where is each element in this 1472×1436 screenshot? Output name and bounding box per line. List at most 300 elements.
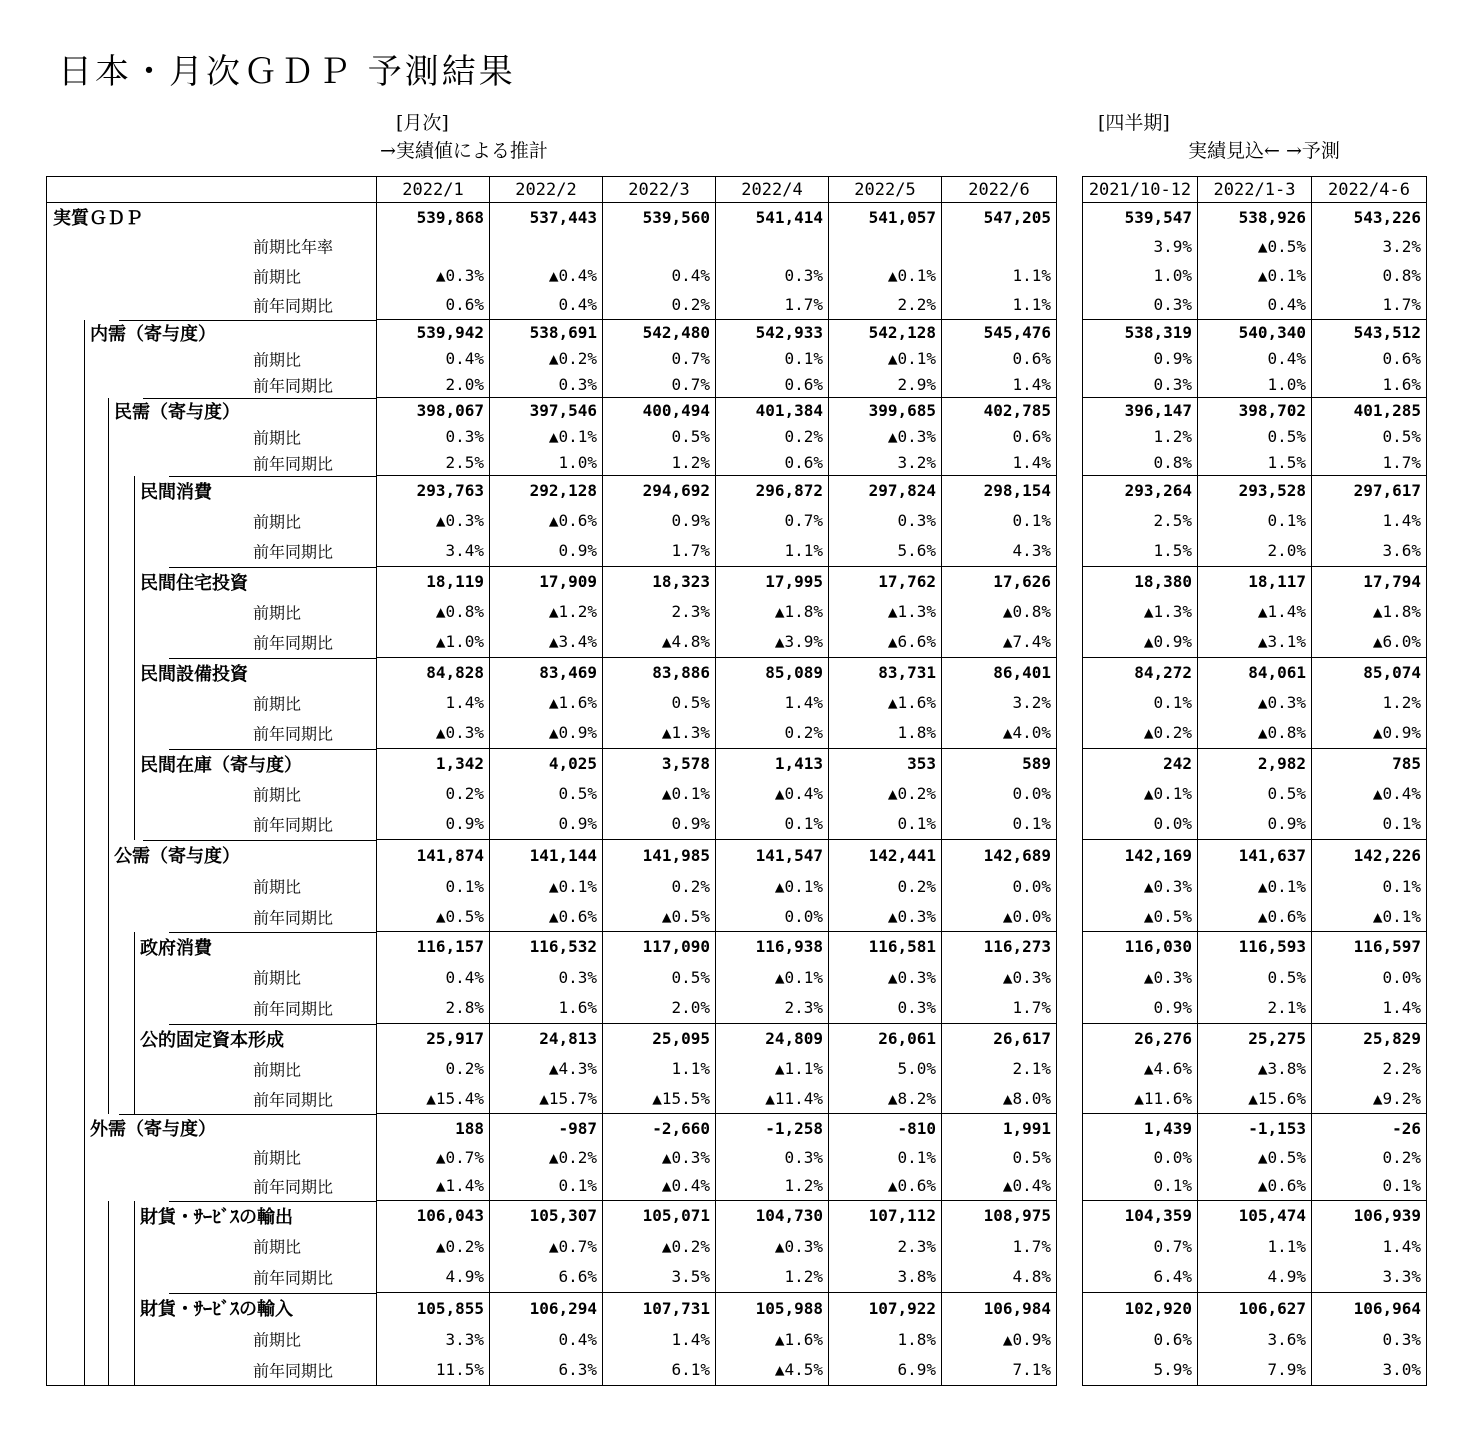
month-value-cell: 2.9% <box>829 372 942 398</box>
month-value-cell: 0.6% <box>377 291 490 320</box>
month-value-cell: ▲0.7% <box>490 1231 603 1262</box>
month-value-cell: 400,494 <box>603 398 716 424</box>
quarter-column-header: 2022/4-6 <box>1312 177 1427 203</box>
hierarchy-line <box>134 718 135 749</box>
row-ratio-label: 前期比年率 <box>253 237 334 257</box>
month-value-cell: 25,917 <box>377 1024 490 1054</box>
hierarchy-line <box>108 536 109 567</box>
hierarchy-line <box>84 346 85 372</box>
quarter-value-cell: 1.0% <box>1153 266 1192 285</box>
month-value-cell <box>716 232 829 261</box>
quarter-value-cell: 0.3% <box>1312 1324 1427 1355</box>
row-item-label: 財貨・ｻｰﾋﾞｽの輸出 <box>140 1206 293 1228</box>
month-value-cell: 17,909 <box>490 567 603 597</box>
hierarchy-line <box>108 658 109 688</box>
quarter-value-cell: 1.7% <box>1312 291 1427 320</box>
month-value-cell: 24,813 <box>490 1024 603 1054</box>
month-value-cell: 105,307 <box>490 1201 603 1231</box>
month-value-cell: 3.3% <box>377 1324 490 1355</box>
row-ratio-label: 前年同期比 <box>253 724 334 744</box>
row-ratio-label: 前期比 <box>253 1330 302 1350</box>
quarter-value-cell: -1,153 <box>1198 1114 1312 1143</box>
row-item-label: 政府消費 <box>140 937 212 959</box>
quarter-value-cell: 543,226 <box>1312 203 1427 232</box>
quarter-value-cell: ▲0.4% <box>1312 779 1427 809</box>
month-value-cell: 5.6% <box>829 536 942 567</box>
quarter-value-cell: 18,117 <box>1198 567 1312 597</box>
month-value-cell: 0.2% <box>377 1054 490 1084</box>
month-value-cell: 1.1% <box>716 536 829 567</box>
quarter-value-cell: 102,920 <box>1083 1293 1198 1324</box>
month-value-cell: ▲0.7% <box>377 1143 490 1172</box>
table-row-ratio <box>1083 718 1427 749</box>
hierarchy-line <box>84 1114 85 1143</box>
month-value-cell: 0.5% <box>490 779 603 809</box>
month-value-cell: ▲0.3% <box>829 424 942 450</box>
row-label-cell <box>47 567 377 597</box>
table-row-ratio <box>47 261 1057 291</box>
hierarchy-line <box>84 688 85 718</box>
month-value-cell: 3.8% <box>829 1262 942 1293</box>
hierarchy-line <box>84 424 85 450</box>
month-value-cell: ▲0.6% <box>829 1172 942 1201</box>
month-value-cell: 0.0% <box>942 871 1057 902</box>
month-value-cell: 296,872 <box>716 476 829 506</box>
quarter-value-cell: 25,829 <box>1312 1024 1427 1054</box>
quarterly-header-row <box>1083 177 1427 203</box>
month-value-cell: 0.6% <box>942 346 1057 372</box>
quarter-value-cell: ▲1.4% <box>1198 597 1312 627</box>
hierarchy-line <box>108 1054 109 1084</box>
table-row-ratio <box>47 1172 1057 1201</box>
table-row-ratio <box>1083 536 1427 567</box>
month-value-cell: 1.1% <box>942 261 1057 291</box>
table-row-ratio <box>47 871 1057 902</box>
month-value-cell: 116,938 <box>716 932 829 962</box>
month-value-cell: 0.9% <box>490 809 603 840</box>
table-row-item <box>47 1293 1057 1324</box>
monthly-section-label: [月次] <box>396 112 449 134</box>
month-value-cell: 0.1% <box>942 809 1057 840</box>
quarter-value-cell: ▲0.3% <box>1143 876 1192 896</box>
month-value-cell: ▲0.9% <box>490 718 603 749</box>
month-value-cell: 107,922 <box>829 1293 942 1324</box>
table-row-ratio <box>47 291 1057 320</box>
month-value-cell: 0.1% <box>829 1143 942 1172</box>
table-row-ratio <box>47 1324 1057 1355</box>
hierarchy-line <box>84 597 85 627</box>
month-value-cell: 0.7% <box>716 506 829 536</box>
month-value-cell: 1.6% <box>490 993 603 1024</box>
month-value-cell: ▲0.0% <box>942 902 1057 932</box>
row-ratio-label: 前期比 <box>253 1060 302 1079</box>
hierarchy-line <box>84 1355 85 1386</box>
month-value-cell: 0.4% <box>603 261 716 291</box>
table-row-ratio <box>1083 291 1427 320</box>
month-value-cell: 106,984 <box>942 1293 1057 1324</box>
hierarchy-line <box>108 1355 109 1386</box>
month-value-cell: 0.1% <box>942 506 1057 536</box>
month-value-cell: 108,975 <box>942 1201 1057 1231</box>
month-value-cell: 541,057 <box>829 203 942 232</box>
quarter-value-cell: ▲0.1% <box>1143 784 1192 803</box>
quarter-value-cell: ▲0.5% <box>1143 906 1192 926</box>
table-row-ratio <box>1083 993 1427 1024</box>
quarter-value-cell: 0.1% <box>1153 1176 1192 1196</box>
month-value-cell: ▲1.0% <box>377 627 490 658</box>
hierarchy-line <box>108 779 109 809</box>
month-value-cell: -810 <box>829 1114 942 1143</box>
month-value-cell: 0.9% <box>377 809 490 840</box>
hierarchy-line <box>108 597 109 627</box>
month-value-cell: ▲0.3% <box>603 1143 716 1172</box>
month-value-cell: 1.8% <box>829 1324 942 1355</box>
month-value-cell: 0.0% <box>716 902 829 932</box>
month-value-cell: 117,090 <box>603 932 716 962</box>
month-value-cell: 141,985 <box>603 840 716 871</box>
month-value-cell: 1.0% <box>490 450 603 476</box>
table-row-ratio <box>1083 627 1427 658</box>
row-label-cell <box>47 1355 377 1386</box>
table-row-ratio <box>1083 1084 1427 1114</box>
quarter-value-cell: 141,637 <box>1198 840 1312 871</box>
quarter-value-cell: 1.1% <box>1198 1231 1312 1262</box>
month-value-cell: 0.5% <box>603 688 716 718</box>
quarter-value-cell: 2.1% <box>1198 993 1312 1024</box>
hierarchy-line <box>108 840 109 871</box>
row-ratio-label: 前期比 <box>253 603 302 622</box>
month-value-cell: 85,089 <box>716 658 829 688</box>
quarterly-forecast-note: 実績見込← →予測 <box>1188 140 1340 162</box>
table-row-item <box>47 932 1057 962</box>
table-row-ratio <box>1083 1054 1427 1084</box>
month-value-cell: ▲1.6% <box>716 1324 829 1355</box>
month-value-cell: ▲4.5% <box>716 1355 829 1386</box>
row-label-cell <box>47 1324 377 1355</box>
month-value-cell: 18,119 <box>377 567 490 597</box>
row-label-cell <box>47 506 377 536</box>
row-ratio-label: 前年同期比 <box>253 454 334 473</box>
month-value-cell: 26,617 <box>942 1024 1057 1054</box>
month-value-cell: 545,476 <box>942 320 1057 346</box>
hierarchy-line <box>108 424 109 450</box>
table-row-item <box>47 1114 1057 1143</box>
hierarchy-line <box>84 1172 85 1201</box>
month-value-cell: 105,855 <box>377 1293 490 1324</box>
table-row-item <box>47 476 1057 506</box>
table-row-ratio <box>47 779 1057 809</box>
month-value-cell: 0.2% <box>603 871 716 902</box>
quarter-value-cell: -26 <box>1312 1114 1427 1143</box>
hierarchy-line <box>134 688 135 718</box>
table-row-ratio <box>1083 1324 1427 1355</box>
month-value-cell: 18,323 <box>603 567 716 597</box>
month-value-cell: -987 <box>490 1114 603 1143</box>
quarter-value-cell: 297,617 <box>1312 476 1427 506</box>
quarter-value-cell: 6.4% <box>1153 1267 1192 1287</box>
hierarchy-line <box>84 536 85 567</box>
row-ratio-label: 前期比 <box>253 267 302 286</box>
row-item-label: 民間設備投資 <box>140 663 248 685</box>
quarter-value-cell: 25,275 <box>1198 1024 1312 1054</box>
table-row-ratio <box>47 597 1057 627</box>
month-value-cell: 0.4% <box>377 962 490 993</box>
hierarchy-line <box>84 567 85 597</box>
month-value-cell: 0.3% <box>490 372 603 398</box>
quarter-value-cell: ▲0.3% <box>1143 967 1192 987</box>
quarter-value-cell: 539,547 <box>1124 207 1192 227</box>
month-value-cell: ▲0.1% <box>716 871 829 902</box>
month-value-cell: 4.8% <box>942 1262 1057 1293</box>
table-row-ratio <box>47 1084 1057 1114</box>
quarter-value-cell: 104,359 <box>1083 1201 1198 1231</box>
month-value-cell: 541,414 <box>716 203 829 232</box>
quarter-value-cell: ▲0.1% <box>1312 902 1427 932</box>
month-value-cell: ▲0.1% <box>490 424 603 450</box>
month-value-cell: ▲0.5% <box>603 902 716 932</box>
month-value-cell: 1.4% <box>942 372 1057 398</box>
quarter-value-cell: 84,272 <box>1083 658 1198 688</box>
month-value-cell: 1.4% <box>716 688 829 718</box>
month-value-cell: 83,469 <box>490 658 603 688</box>
month-value-cell: ▲1.1% <box>716 1054 829 1084</box>
month-value-cell: 141,874 <box>377 840 490 871</box>
row-ratio-label: 前年同期比 <box>253 542 334 562</box>
table-row-ratio <box>1083 346 1427 372</box>
quarter-value-cell: ▲0.2% <box>1143 723 1192 743</box>
table-row-ratio <box>1083 1231 1427 1262</box>
month-value-cell: ▲8.0% <box>942 1084 1057 1114</box>
row-label-cell <box>47 1172 377 1201</box>
table-row-ratio <box>1083 1262 1427 1293</box>
row-ratio-label: 前期比 <box>253 350 302 369</box>
quarter-value-cell: ▲0.9% <box>1143 632 1192 652</box>
hierarchy-line <box>108 476 109 506</box>
hierarchy-line <box>84 871 85 902</box>
quarter-value-cell: 0.1% <box>1312 809 1427 840</box>
quarter-value-cell: 396,147 <box>1083 398 1198 424</box>
month-value-cell: ▲15.7% <box>490 1084 603 1114</box>
month-value-cell: 397,546 <box>490 398 603 424</box>
month-value-cell: 547,205 <box>942 203 1057 232</box>
quarter-value-cell: 3.2% <box>1312 232 1427 261</box>
table-row-ratio <box>47 993 1057 1024</box>
table-row-item <box>47 658 1057 688</box>
hierarchy-line <box>134 1355 135 1386</box>
row-label-cell <box>47 320 377 346</box>
month-column-header: 2022/6 <box>942 177 1057 203</box>
month-value-cell: ▲0.5% <box>377 902 490 932</box>
hierarchy-line <box>84 1084 85 1114</box>
row-label-cell <box>47 597 377 627</box>
table-row-ratio <box>1083 450 1427 476</box>
month-value-cell: ▲4.3% <box>490 1054 603 1084</box>
hierarchy-line <box>84 1262 85 1293</box>
quarter-value-cell: 0.5% <box>1312 424 1427 450</box>
month-value-cell <box>942 232 1057 261</box>
row-label-cell <box>47 1054 377 1084</box>
row-label-cell <box>47 627 377 658</box>
hierarchy-line <box>134 809 135 840</box>
hierarchy-line <box>84 450 85 476</box>
month-value-cell: ▲0.3% <box>829 962 942 993</box>
month-value-cell: 3.2% <box>942 688 1057 718</box>
hierarchy-line <box>134 1324 135 1355</box>
month-value-cell: 542,480 <box>603 320 716 346</box>
row-label-cell <box>47 398 377 424</box>
month-value-cell: 539,868 <box>377 203 490 232</box>
table-row-ratio <box>47 450 1057 476</box>
row-ratio-label: 前年同期比 <box>253 1361 334 1381</box>
table-row-ratio <box>47 536 1057 567</box>
row-item-label: 民間消費 <box>140 481 212 503</box>
quarter-value-cell: 0.9% <box>1153 349 1192 368</box>
hierarchy-line <box>108 450 109 476</box>
month-value-cell: 142,441 <box>829 840 942 871</box>
row-ratio-label: 前年同期比 <box>253 376 334 395</box>
table-row-item <box>47 567 1057 597</box>
table-row-ratio <box>1083 902 1427 932</box>
table-row-item <box>1083 567 1427 597</box>
row-ratio-label: 前年同期比 <box>253 633 334 653</box>
table-row-item <box>47 398 1057 424</box>
hierarchy-line <box>84 993 85 1024</box>
page-title: 日本・月次ＧＤＰ 予測結果 <box>58 52 516 92</box>
hierarchy-line <box>84 476 85 506</box>
table-row-item <box>1083 320 1427 346</box>
hierarchy-line <box>84 320 85 346</box>
month-value-cell: 0.3% <box>716 261 829 291</box>
row-ratio-label: 前年同期比 <box>253 999 334 1019</box>
quarter-value-cell: 2.0% <box>1198 536 1312 567</box>
month-value-cell: 1.8% <box>829 718 942 749</box>
hierarchy-line <box>134 932 135 962</box>
table-row-ratio <box>1083 1172 1427 1201</box>
month-value-cell: 353 <box>829 749 942 779</box>
quarter-value-cell: ▲9.2% <box>1312 1084 1427 1114</box>
month-value-cell: 0.3% <box>377 424 490 450</box>
month-value-cell: 542,933 <box>716 320 829 346</box>
quarter-value-cell: 293,528 <box>1198 476 1312 506</box>
quarter-value-cell: 0.4% <box>1198 346 1312 372</box>
quarter-value-cell: 106,627 <box>1198 1293 1312 1324</box>
month-value-cell: 0.4% <box>490 291 603 320</box>
hierarchy-line <box>84 506 85 536</box>
row-label-cell <box>47 718 377 749</box>
hierarchy-line <box>134 1262 135 1293</box>
hierarchy-line <box>134 597 135 627</box>
hierarchy-line <box>108 749 109 779</box>
table-row-ratio <box>47 1262 1057 1293</box>
month-value-cell: 2.3% <box>829 1231 942 1262</box>
hierarchy-line <box>134 1293 135 1324</box>
month-value-cell: 1.7% <box>942 993 1057 1024</box>
month-value-cell: 0.3% <box>716 1143 829 1172</box>
quarter-value-cell: 0.1% <box>1312 1172 1427 1201</box>
quarter-value-cell: 785 <box>1312 749 1427 779</box>
month-value-cell: ▲1.2% <box>490 597 603 627</box>
month-value-cell: 17,626 <box>942 567 1057 597</box>
row-label-cell <box>47 779 377 809</box>
row-label-cell <box>47 203 377 232</box>
hierarchy-line <box>134 993 135 1024</box>
hierarchy-line <box>108 932 109 962</box>
quarter-value-cell: 0.5% <box>1198 424 1312 450</box>
header-blank-cell <box>47 177 377 203</box>
row-label-cell <box>47 809 377 840</box>
quarter-value-cell: ▲3.8% <box>1198 1054 1312 1084</box>
quarter-value-cell: 0.5% <box>1198 779 1312 809</box>
hierarchy-line <box>108 1293 109 1324</box>
month-value-cell: 141,144 <box>490 840 603 871</box>
hierarchy-line <box>134 779 135 809</box>
quarter-value-cell: 401,285 <box>1312 398 1427 424</box>
month-value-cell <box>829 232 942 261</box>
quarter-value-cell: 0.1% <box>1198 506 1312 536</box>
month-value-cell <box>490 232 603 261</box>
quarter-value-cell: ▲4.6% <box>1143 1059 1192 1078</box>
row-label-cell <box>47 232 377 261</box>
month-value-cell: 86,401 <box>942 658 1057 688</box>
month-value-cell: 0.2% <box>603 291 716 320</box>
month-value-cell: 0.9% <box>603 506 716 536</box>
month-value-cell: ▲0.8% <box>942 597 1057 627</box>
table-row-ratio <box>47 232 1057 261</box>
month-column-header: 2022/3 <box>603 177 716 203</box>
row-label-cell <box>47 840 377 871</box>
month-value-cell: 399,685 <box>829 398 942 424</box>
table-row-ratio <box>1083 232 1427 261</box>
quarter-value-cell: 0.6% <box>1153 1329 1192 1349</box>
row-label-cell <box>47 291 377 320</box>
quarter-value-cell: 0.1% <box>1312 871 1427 902</box>
quarter-value-cell: ▲0.1% <box>1198 871 1312 902</box>
hierarchy-line <box>134 536 135 567</box>
month-value-cell: 401,384 <box>716 398 829 424</box>
row-item-label: 外需（寄与度） <box>90 1119 216 1140</box>
hierarchy-line <box>84 1024 85 1054</box>
quarter-value-cell: ▲0.9% <box>1312 718 1427 749</box>
month-value-cell: 84,828 <box>377 658 490 688</box>
month-value-cell: ▲0.6% <box>490 902 603 932</box>
month-value-cell: 2.8% <box>377 993 490 1024</box>
hierarchy-line <box>84 1201 85 1231</box>
hierarchy-line <box>84 398 85 424</box>
quarter-value-cell: ▲0.5% <box>1198 232 1312 261</box>
quarter-value-cell: ▲3.1% <box>1198 627 1312 658</box>
month-value-cell: ▲7.4% <box>942 627 1057 658</box>
month-value-cell: 106,294 <box>490 1293 603 1324</box>
quarter-value-cell: ▲1.3% <box>1143 602 1192 621</box>
month-value-cell: ▲0.2% <box>377 1231 490 1262</box>
month-value-cell: 0.7% <box>603 372 716 398</box>
month-value-cell: 0.6% <box>716 450 829 476</box>
month-value-cell <box>603 232 716 261</box>
hierarchy-line <box>108 718 109 749</box>
month-value-cell: ▲3.4% <box>490 627 603 658</box>
row-ratio-label: 前期比 <box>253 512 302 531</box>
table-row-ratio <box>1083 1143 1427 1172</box>
quarter-value-cell: 0.0% <box>1312 962 1427 993</box>
month-value-cell: 116,532 <box>490 932 603 962</box>
quarter-value-cell: 3.0% <box>1312 1355 1427 1386</box>
quarter-value-cell: 5.9% <box>1153 1360 1192 1380</box>
table-row-ratio <box>1083 424 1427 450</box>
month-value-cell: 105,988 <box>716 1293 829 1324</box>
table-row-ratio <box>1083 597 1427 627</box>
quarter-value-cell: ▲0.6% <box>1198 1172 1312 1201</box>
month-value-cell: ▲0.4% <box>490 261 603 291</box>
